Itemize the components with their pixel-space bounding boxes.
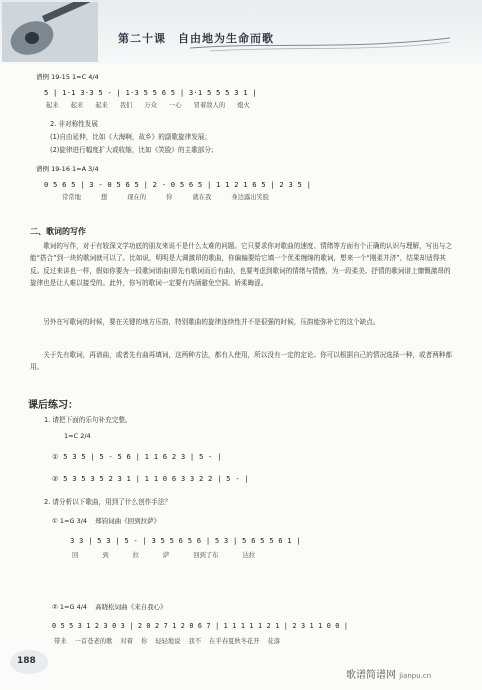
song-header: ② 1=G 4/4 高晓松词曲《来自我心》 — [52, 603, 167, 611]
lyrics-row: 起来 起来 起来 我们 万众 一心 冒着敌人的 炮火 — [46, 102, 250, 109]
example-label: 谱例 19-16 1=A 3/4 — [36, 165, 99, 173]
song-header: ① 1=G 3/4 郑钧词曲《回到拉萨》 — [52, 517, 161, 525]
header-band — [0, 0, 482, 64]
watermark: 歌谱简谱网 jianpu.cn — [346, 670, 432, 681]
page-title: 第二十课 自由地为生命而歌 — [118, 32, 274, 45]
lyrics-row: 常常地 想 现在的 你 就在我 身边露出笑脸 — [62, 194, 270, 201]
notation-row: 3 3 | 5 3 | 5 - | 3 5 5 6 5 6 | 5 3 | 5 6 5 5 6 1 | — [70, 536, 301, 545]
lyrics-row: 回 到 拉 萨 回到了布 达拉 — [72, 552, 256, 559]
guitar-icon — [2, 2, 98, 62]
section-heading: 课后练习： — [28, 400, 78, 411]
notation-row: 0 5 5 3 1 2 3 0 3 | 2 0 2 7 1 2 0 6 7 | 1 1 1 1 1 2 1 | 2 3 1 1 0 0 | — [52, 622, 349, 630]
notation-row: ① 5 3 5 | 5 - 5 6 | 1 1 6 2 3 | 5 - | — [52, 452, 222, 461]
paragraph: 另外在写歌词的时候，要在关键的地方压韵，特别歌曲的旋律连续性并不是很强的时候，压韵能弥补它的这个缺点。 — [43, 318, 380, 326]
lyrics-row: 带来 一首苍老的歌 对着 你 轻轻地说 我不 在乎春夏秋冬花开 花落 — [54, 638, 281, 645]
notation-row: ② 5 3 5 3 5 2 3 1 | 1 1 0 6 3 3 2 2 | 5 - | — [52, 474, 249, 483]
page-number: 188 — [17, 656, 36, 666]
page-number-badge — [10, 650, 48, 674]
key-signature: 1=C 2/4 — [64, 432, 91, 440]
paragraph: 关于先有歌词，再谱曲，或者先有曲再填词，这两种方法，都有人使用，所以没有一定的定论。你可以根据自己的情况选择一种，或者两种都用。 — [30, 351, 452, 372]
section-heading: 2. 非对称性发展 — [50, 120, 98, 128]
notation-row: 5 | 1·1 3·3 5 - | 1·3 5 5 6 5 | 3·1 5 5 5 3 1 | — [44, 88, 257, 97]
example-label: 谱例 19-15 1=C 4/4 — [36, 73, 99, 81]
list-item: (1)自由延伸，比如《大海啊，故乡》的副歌旋律发展； — [50, 133, 211, 141]
list-item: (2)旋律进行幅度扩大或收缩，比如《笑脸》的主歌部分； — [50, 146, 218, 154]
paragraph: 歌词的写作，对于有较深文学功底的朋友来说不是什么太难的问题。它只要求你对歌曲的速度、情绪等方面有个正确的认识与理解，写出与之能“搭合”到一块的歌词就可以了。比如说，明明是大调激昂的歌曲，你偏偏要给它填一个优柔缠绵的歌词，想来一个“刚柔并济”，结果却适得其反。反过来讲也一样，假如你要为一段歌词谱曲(即先有歌词而后有曲)，也要考虑到歌词的情绪与情感，为一段柔美、抒情的歌词谱上慷慨激昂的旋律也是让人难以接受的。此外，你写的歌词一定要有内涵避免空洞、娇柔晦涩。 — [30, 242, 452, 288]
notation-row: 0 5 6 5 | 3 - 0 5 6 5 | 2 - 0 5 6 5 | 1 1 2 1 6 5 | 2 3 5 | — [44, 180, 312, 189]
question: 2. 请分析以下歌曲，用到了什么创作手法？ — [44, 498, 172, 506]
question: 1. 请把下面的乐句补充完整。 — [44, 416, 132, 424]
decorative-lines — [190, 32, 450, 52]
section-heading: 二、歌词的写作 — [30, 227, 86, 236]
